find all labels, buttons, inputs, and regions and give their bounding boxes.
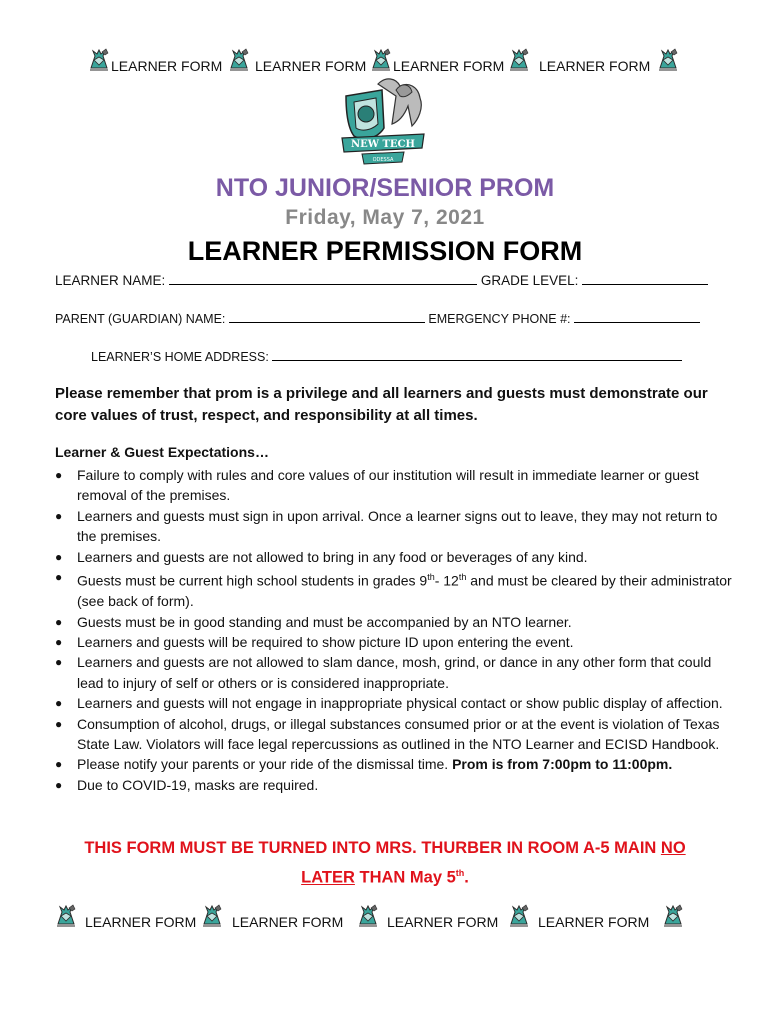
phoenix-mascot-icon bbox=[662, 904, 684, 928]
event-title: NTO JUNIOR/SENIOR PROM bbox=[215, 174, 555, 202]
list-item: ● Learners and guests must sign in upon arrival. Once a learner signs out to leave, they may not return to the premises. bbox=[55, 507, 718, 545]
form-title: LEARNER PERMISSION FORM bbox=[187, 236, 583, 266]
core-values-statement: Please remember that prom is a privilege and all learners and guests must demonstrate our core values of trust, respect, and responsibility at all times. bbox=[55, 385, 708, 424]
list-item: ● Learners and guests will not engage in inappropriate physical contact or show public display of affection. bbox=[55, 695, 723, 712]
list-item: ● Guests must be current high school students in grades 9th- 12th and must be cleared by their administrator (see back of form). bbox=[55, 570, 732, 610]
list-item: ● Learners and guests will be required to show picture ID upon entering the event. bbox=[55, 633, 574, 650]
banner-label: LEARNER FORM bbox=[387, 914, 499, 930]
list-item: ● Please notify your parents or your ride of the dismissal time. Prom is from 7:00pm to 11:00pm. bbox=[55, 756, 673, 773]
phoenix-mascot-icon bbox=[55, 904, 77, 928]
expectations-heading: Learner & Guest Expectations… bbox=[55, 444, 269, 460]
phoenix-mascot-icon bbox=[370, 48, 392, 72]
list-item: ● Due to COVID-19, masks are required. bbox=[55, 776, 319, 793]
banner-label: LEARNER FORM bbox=[538, 914, 650, 930]
address-row bbox=[91, 348, 682, 364]
banner-label: LEARNER FORM bbox=[85, 914, 197, 930]
learner-name-row bbox=[55, 272, 708, 288]
phoenix-mascot-icon bbox=[201, 904, 223, 928]
svg-text:ODESSA: ODESSA bbox=[372, 157, 394, 163]
list-item: ● Consumption of alcohol, drugs, or illegal substances consumed prior or at the event is violation of Texas State Law. Violators will face legal repercussions as outlined in the NTO Learner and ECISD Handbook. bbox=[55, 715, 720, 752]
home-address-label: LEARNER’S HOME ADDRESS: bbox=[91, 350, 269, 364]
event-date: Friday, May 7, 2021 bbox=[285, 206, 485, 229]
list-item: ● Failure to comply with rules and core values of our institution will result in immediate learner or guest removal of the premises. bbox=[55, 467, 699, 504]
phoenix-mascot-icon bbox=[508, 48, 530, 72]
banner-label: LEARNER FORM bbox=[111, 58, 223, 74]
list-item: ● Guests must be in good standing and must be accompanied by an NTO learner. bbox=[55, 613, 572, 630]
parent-row bbox=[55, 310, 700, 326]
parent-name-label: PARENT (GUARDIAN) NAME: bbox=[55, 312, 226, 326]
phoenix-mascot-icon bbox=[357, 904, 379, 928]
banner-label: LEARNER FORM bbox=[232, 914, 344, 930]
learner-name-field[interactable] bbox=[169, 272, 477, 285]
parent-name-field[interactable] bbox=[229, 310, 425, 323]
list-item: ● Learners and guests are not allowed to slam dance, mosh, grind, or dance in any other form that could lead to injury of self or others or is considered inappropriate. bbox=[55, 654, 712, 691]
grade-level-field[interactable] bbox=[582, 272, 708, 285]
emergency-phone-label: EMERGENCY PHONE #: bbox=[428, 312, 571, 326]
emergency-phone-field[interactable] bbox=[574, 310, 700, 323]
banner-label: LEARNER FORM bbox=[255, 58, 367, 74]
phoenix-mascot-icon bbox=[508, 904, 530, 928]
list-item: ● Learners and guests are not allowed to bring in any food or beverages of any kind. bbox=[55, 548, 588, 565]
deadline-notice: THIS FORM MUST BE TURNED INTO MRS. THURBER IN ROOM A-5 MAIN NO LATER THAN May 5th. bbox=[84, 839, 686, 887]
svg-text:NEW TECH: NEW TECH bbox=[351, 139, 415, 150]
home-address-field[interactable] bbox=[272, 348, 682, 361]
grade-level-label: GRADE LEVEL: bbox=[480, 273, 579, 288]
phoenix-mascot-icon bbox=[88, 48, 110, 72]
new-tech-crest-logo bbox=[338, 76, 430, 166]
expectations-list bbox=[53, 465, 733, 795]
phoenix-mascot-icon bbox=[657, 48, 679, 72]
learner-name-label: LEARNER NAME: bbox=[55, 273, 166, 288]
banner-label: LEARNER FORM bbox=[393, 58, 505, 74]
phoenix-mascot-icon bbox=[228, 48, 250, 72]
banner-label: LEARNER FORM bbox=[539, 58, 651, 74]
